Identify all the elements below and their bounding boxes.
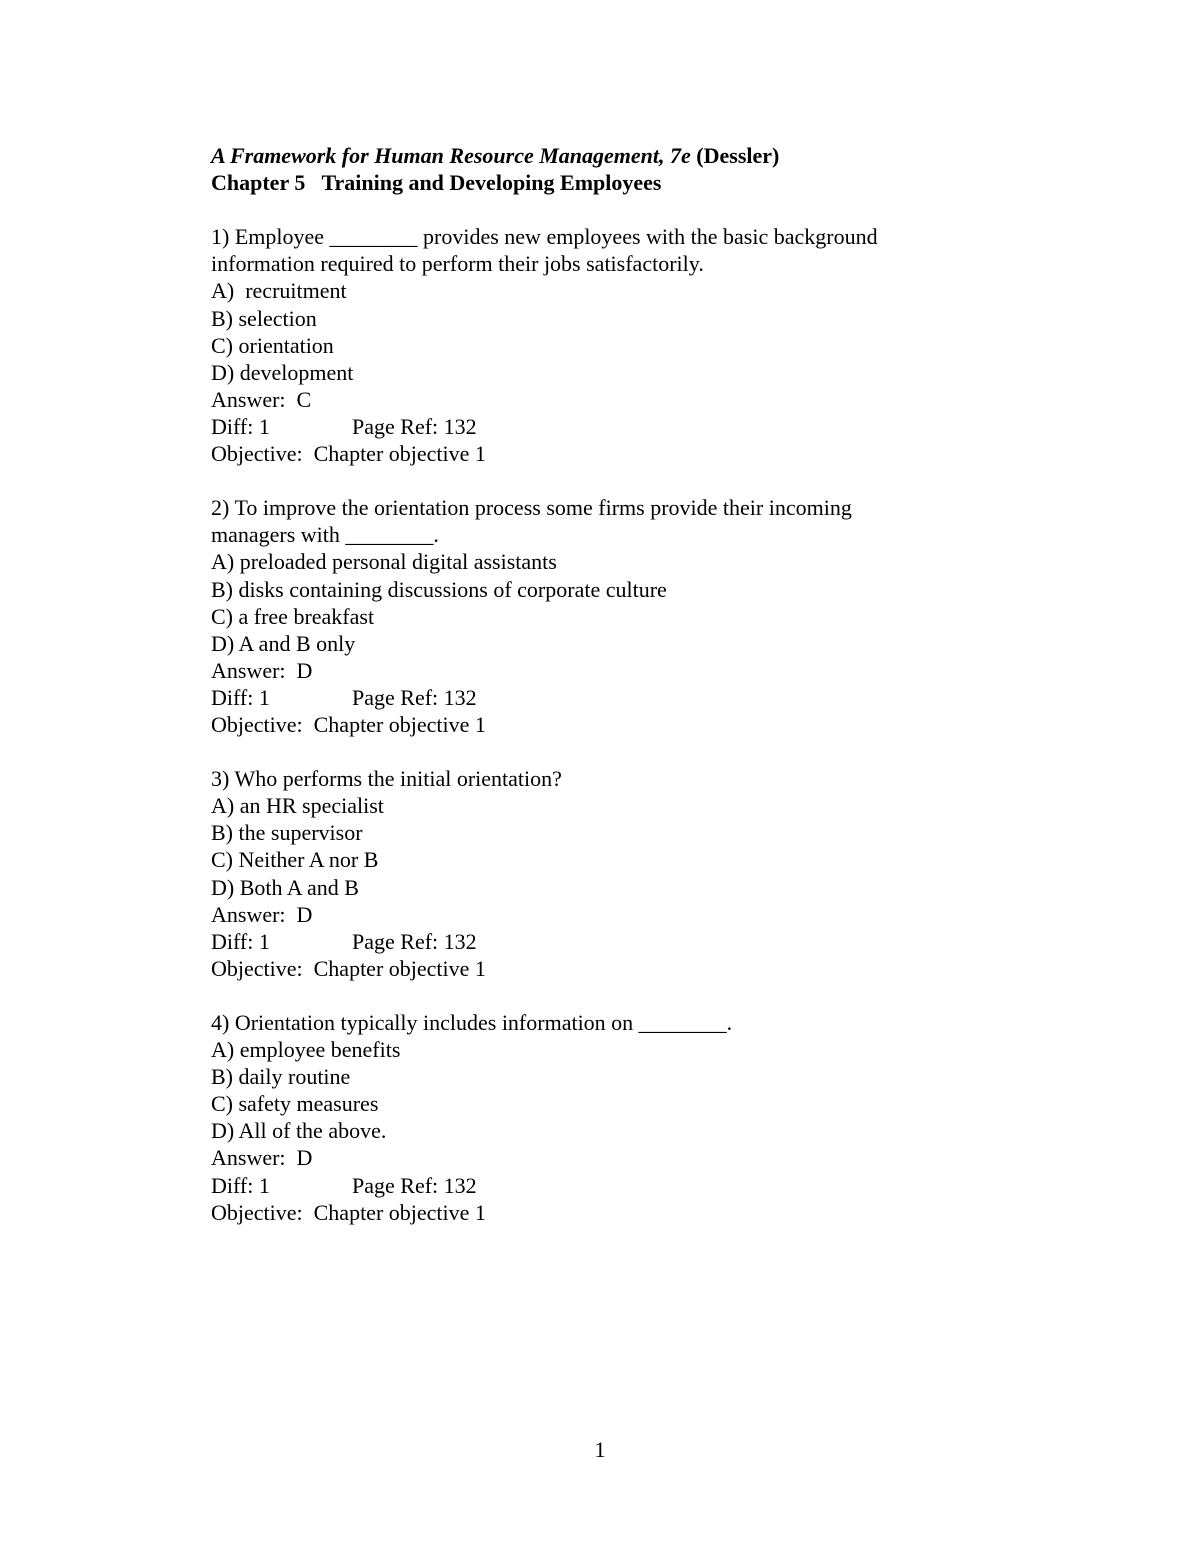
- answer-option: C) safety measures: [211, 1091, 379, 1117]
- chapter-title: Training and Developing Employees: [321, 170, 662, 196]
- book-author: (Dessler): [696, 143, 780, 168]
- difficulty-page-ref: [211, 1172, 1011, 1199]
- difficulty-label: Diff: 1: [211, 1172, 270, 1198]
- objective-label: Objective: Chapter objective 1: [211, 711, 486, 737]
- chapter-label: Chapter 5: [211, 170, 306, 196]
- chapter-heading: [211, 169, 1011, 196]
- answer-key: Answer: D: [211, 1145, 313, 1171]
- page-ref-label: Page Ref: 132: [352, 684, 477, 710]
- question-number: 1): [211, 224, 230, 250]
- answer-option: C) Neither A nor B: [211, 847, 379, 873]
- objective-label: Objective: Chapter objective 1: [211, 1199, 486, 1225]
- question-stem-text: information required to perform their jobs satisfactorily.: [211, 251, 704, 277]
- question-stem-line: [211, 494, 1011, 521]
- book-title: A Framework for Human Resource Management, 7e: [211, 143, 691, 168]
- answer-key: Answer: C: [211, 386, 312, 412]
- answer-option: C) orientation: [211, 332, 334, 358]
- difficulty-page-ref: [211, 928, 1011, 955]
- answer-option: D) development: [211, 359, 354, 385]
- page-ref-label: Page Ref: 132: [352, 1172, 477, 1198]
- book-title-line: [211, 142, 1011, 169]
- answer-key: Answer: D: [211, 901, 313, 927]
- answer-option: D) All of the above.: [211, 1118, 387, 1144]
- page-number: 1: [594, 1437, 606, 1462]
- question-number: 4): [211, 1010, 230, 1035]
- difficulty-page-ref: [211, 684, 1011, 711]
- answer-option: B) the supervisor: [211, 820, 363, 846]
- answer-option: B) selection: [211, 305, 317, 331]
- header-spacer: [211, 196, 1011, 223]
- answer-option: A) employee benefits: [211, 1037, 401, 1063]
- objective-label: Objective: Chapter objective 1: [211, 441, 486, 467]
- question-stem-text: Orientation typically includes information on ________.: [234, 1010, 733, 1035]
- answer-option: A) an HR specialist: [211, 793, 384, 819]
- answer-key: Answer: D: [211, 657, 313, 683]
- question-stem-line: [211, 250, 1011, 277]
- question-stem-text: Who performs the initial orientation?: [234, 766, 562, 792]
- question-stem-text: managers with ________.: [211, 522, 439, 548]
- question-stem-line: [211, 223, 1011, 250]
- question-stem-line: [211, 1009, 1011, 1036]
- page-ref-label: Page Ref: 132: [352, 928, 477, 954]
- question-block: [211, 223, 1011, 467]
- question-stem-text: To improve the orientation process some firms provide their incoming: [234, 495, 852, 521]
- answer-option: B) daily routine: [211, 1064, 351, 1090]
- question-stem-text: Employee ________ provides new employees with the basic background: [234, 224, 878, 250]
- difficulty-label: Diff: 1: [211, 684, 270, 710]
- difficulty-page-ref: [211, 413, 1011, 440]
- question-block: [211, 494, 1011, 738]
- question-number: 2): [211, 495, 230, 521]
- difficulty-label: Diff: 1: [211, 413, 270, 439]
- answer-option: A) preloaded personal digital assistants: [211, 549, 557, 575]
- page-ref-label: Page Ref: 132: [352, 413, 477, 439]
- question-block: [211, 765, 1011, 982]
- difficulty-label: Diff: 1: [211, 928, 270, 954]
- question-stem-line: [211, 521, 1011, 548]
- document-page: [211, 142, 1011, 1253]
- answer-option: D) Both A and B: [211, 874, 359, 900]
- objective-label: Objective: Chapter objective 1: [211, 955, 486, 981]
- answer-option: C) a free breakfast: [211, 603, 375, 629]
- question-number: 3): [211, 766, 230, 792]
- question-block: [211, 1009, 1011, 1226]
- answer-option: A) recruitment: [211, 278, 347, 304]
- question-stem-line: [211, 765, 1011, 792]
- question-list: [211, 223, 1011, 1225]
- answer-option: B) disks containing discussions of corporate culture: [211, 576, 667, 602]
- answer-option: D) A and B only: [211, 630, 356, 656]
